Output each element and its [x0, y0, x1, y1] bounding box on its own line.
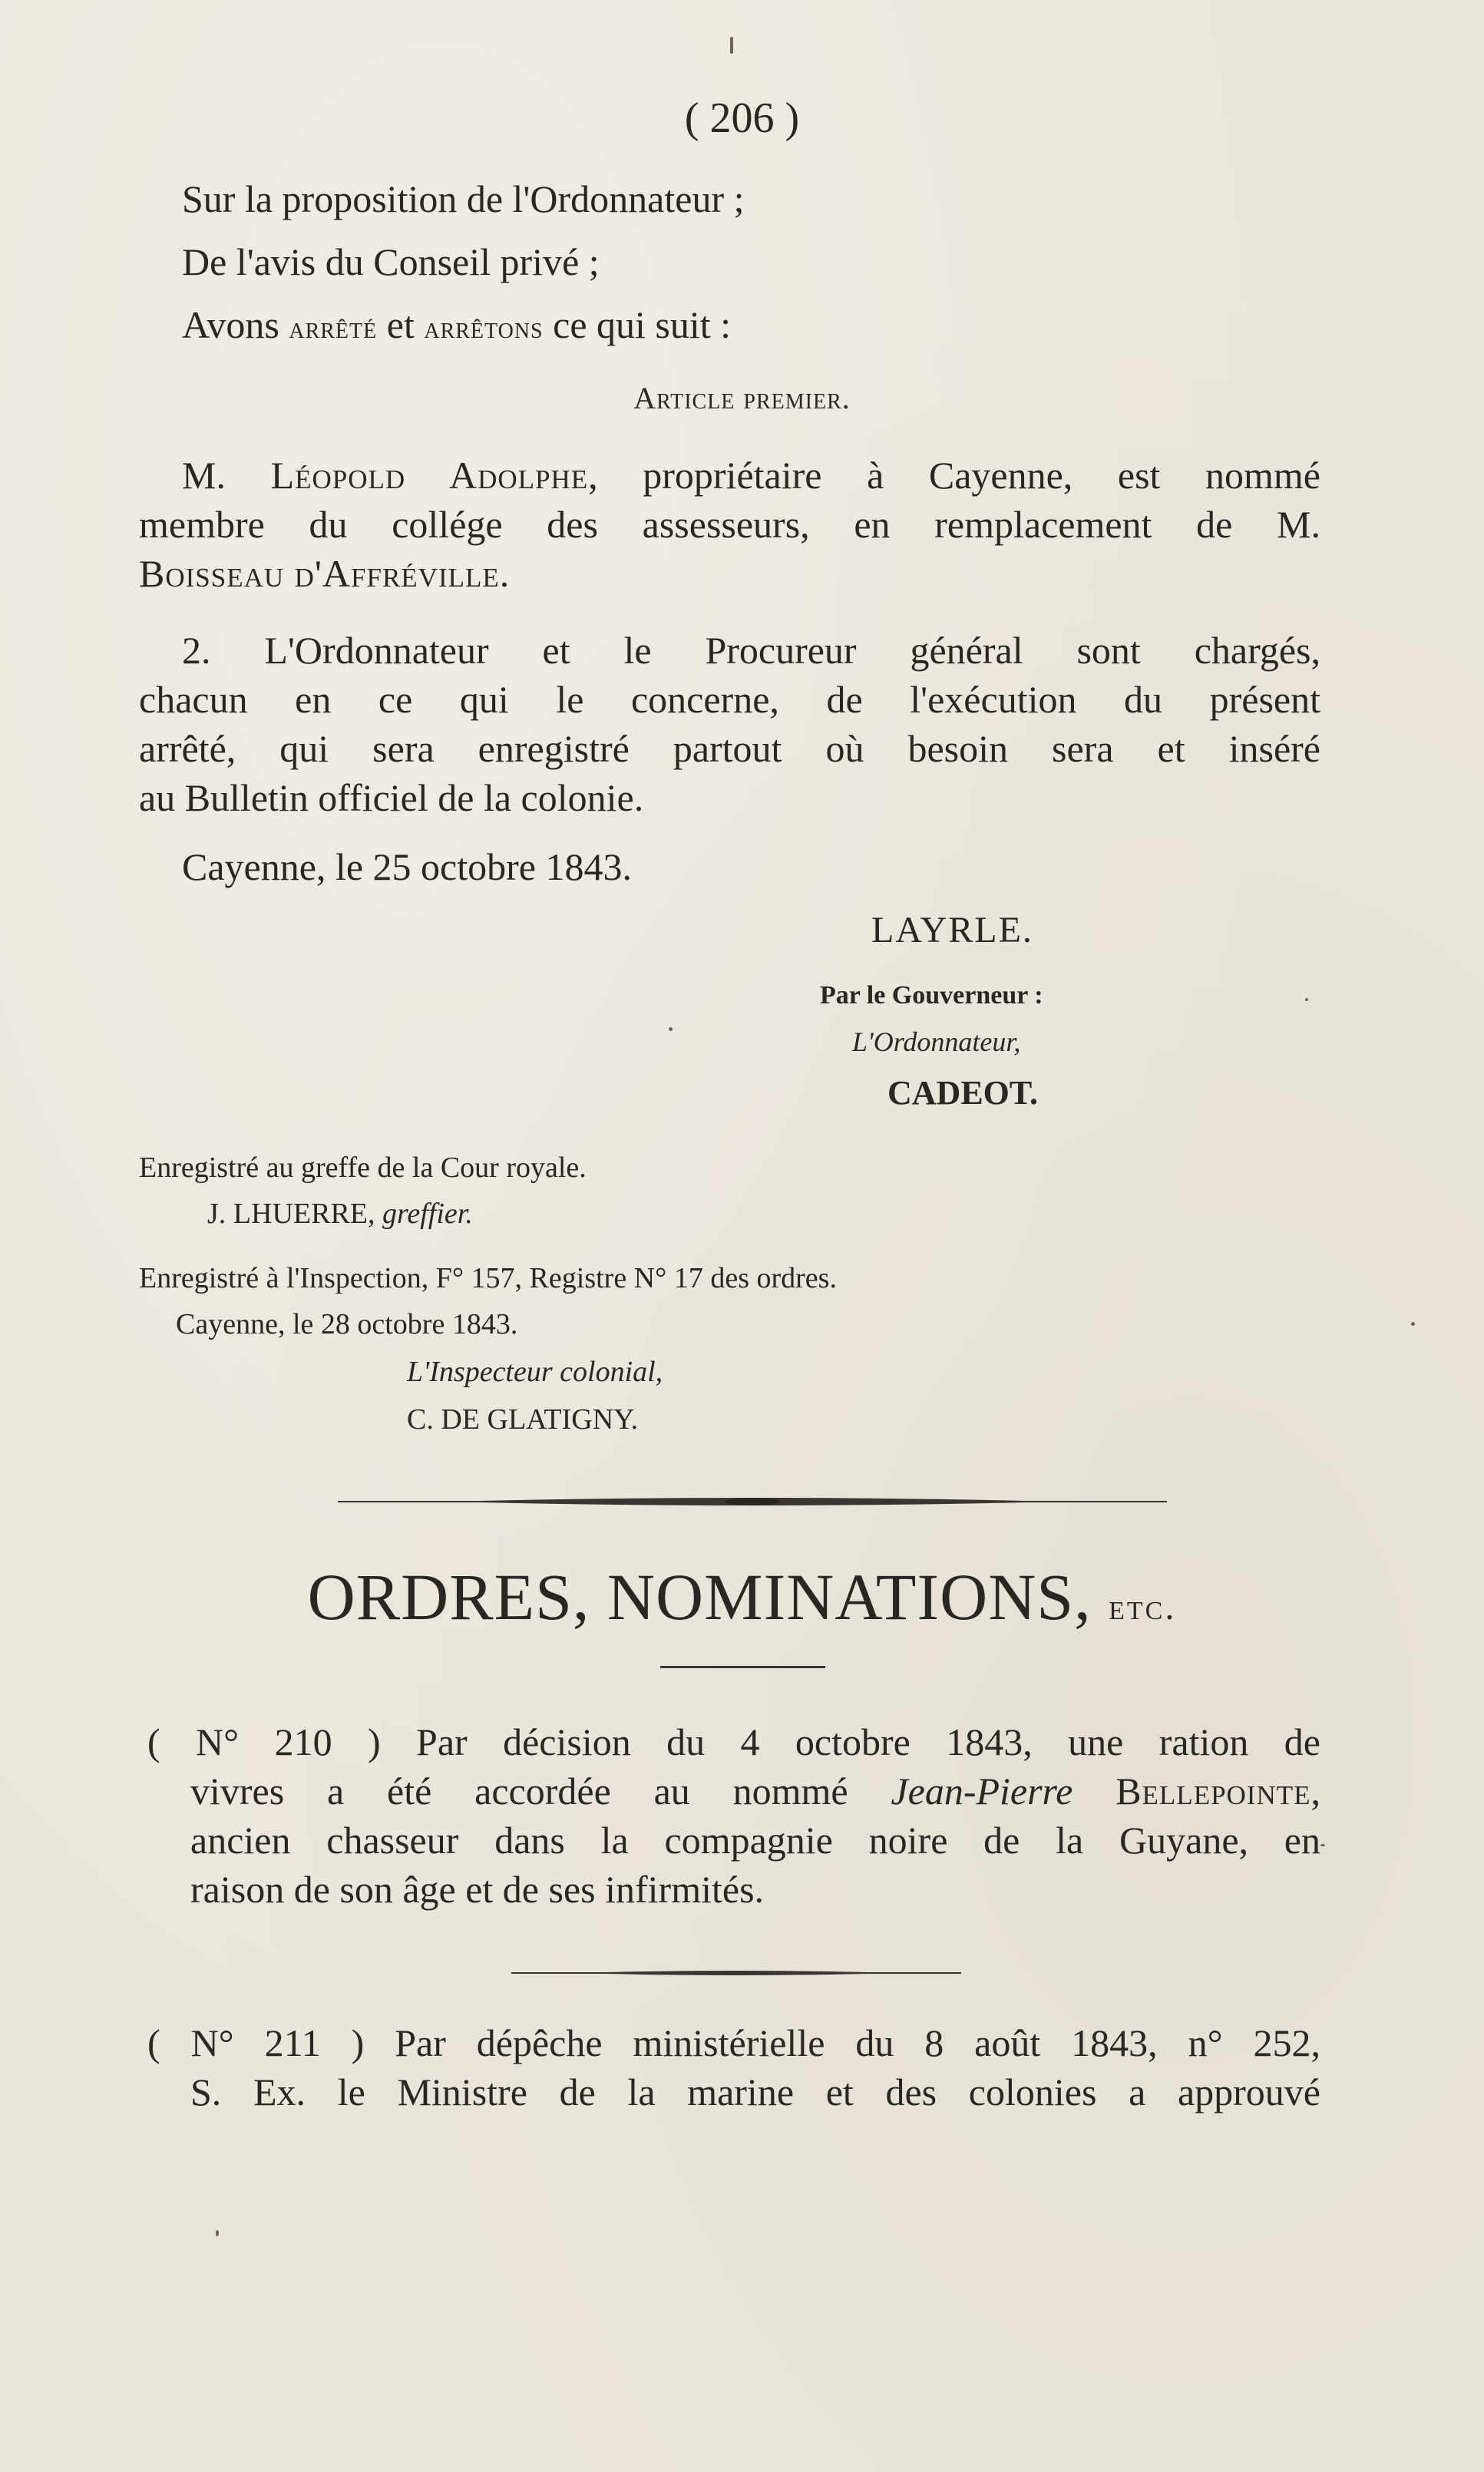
article-heading: Article premier.	[633, 381, 851, 415]
article-1-line-1: M. Léopold Adolphe, propriétaire à Cayenne, est nommé	[182, 454, 1321, 497]
article-2-line-2: chacun en ce qui le concerne, de l'exécution du présent	[139, 678, 1320, 721]
registry-line-3: Enregistré à l'Inspection, F° 157, Registre N° 17 des ordres.	[139, 1262, 837, 1294]
signature-name: LAYRLE.	[871, 910, 1033, 950]
ink-speck	[730, 37, 733, 54]
signature-name-2: CADEOT.	[887, 1074, 1038, 1112]
signature-role: L'Ordonnateur,	[852, 1026, 1021, 1057]
registry-line-5: L'Inspecteur colonial,	[407, 1356, 663, 1388]
section-heading: ORDRES, NOMINATIONS, etc.	[307, 1560, 1177, 1634]
registry-line-6: C. DE GLATIGNY.	[407, 1403, 639, 1436]
preamble-line-3: Avons arrêté et arrêtons ce qui suit :	[182, 303, 732, 346]
order-210-line-4: raison de son âge et de ses infirmités.	[190, 1868, 765, 1911]
ink-speck	[1411, 1322, 1415, 1326]
ornamental-rule	[338, 1495, 1167, 1508]
article-2-line-3: arrêté, qui sera enregistré partout où besoin sera et inséré	[139, 727, 1320, 770]
order-210-line-2: vivres a été accordée au nommé Jean-Pierre Bellepointe,	[190, 1770, 1321, 1813]
article-2-line-1: 2. L'Ordonnateur et le Procureur général sont chargés,	[182, 629, 1320, 672]
order-210-line-3: ancien chasseur dans la compagnie noire de la Guyane, en	[190, 1819, 1320, 1862]
ink-speck	[669, 1027, 673, 1031]
ink-speck	[216, 2230, 219, 2236]
article-1-line-2: membre du collége des assesseurs, en remplacement de M.	[139, 503, 1320, 546]
heading-underline	[660, 1666, 825, 1668]
signature-par-le-gouverneur: Par le Gouverneur :	[820, 981, 1043, 1010]
order-211-line-1: ( N° 211 ) Par dépêche ministérielle du 8 août 1843, n° 252,	[147, 2021, 1320, 2064]
order-211-line-2: S. Ex. le Ministre de la marine et des colonies a approuvé	[190, 2070, 1320, 2113]
ink-speck	[1305, 998, 1308, 1001]
registry-line-1: Enregistré au greffe de la Cour royale.	[139, 1152, 587, 1184]
registry-line-4: Cayenne, le 28 octobre 1843.	[176, 1308, 518, 1340]
preamble-line-2: De l'avis du Conseil privé ;	[182, 240, 600, 283]
article-1-line-3: Boisseau d'Affréville.	[139, 552, 511, 595]
article-2-line-4: au Bulletin officiel de la colonie.	[139, 776, 644, 819]
registry-line-2: J. LHUERRE, greffier.	[207, 1198, 473, 1230]
date-line: Cayenne, le 25 octobre 1843.	[182, 845, 632, 888]
separator-rule	[511, 1969, 961, 1977]
preamble-line-1: Sur la proposition de l'Ordonnateur ;	[182, 177, 745, 220]
order-210-line-1: ( N° 210 ) Par décision du 4 octobre 1843, une ration de	[147, 1720, 1320, 1763]
page-number: ( 206 )	[684, 94, 800, 142]
ink-speck	[1320, 1844, 1325, 1846]
